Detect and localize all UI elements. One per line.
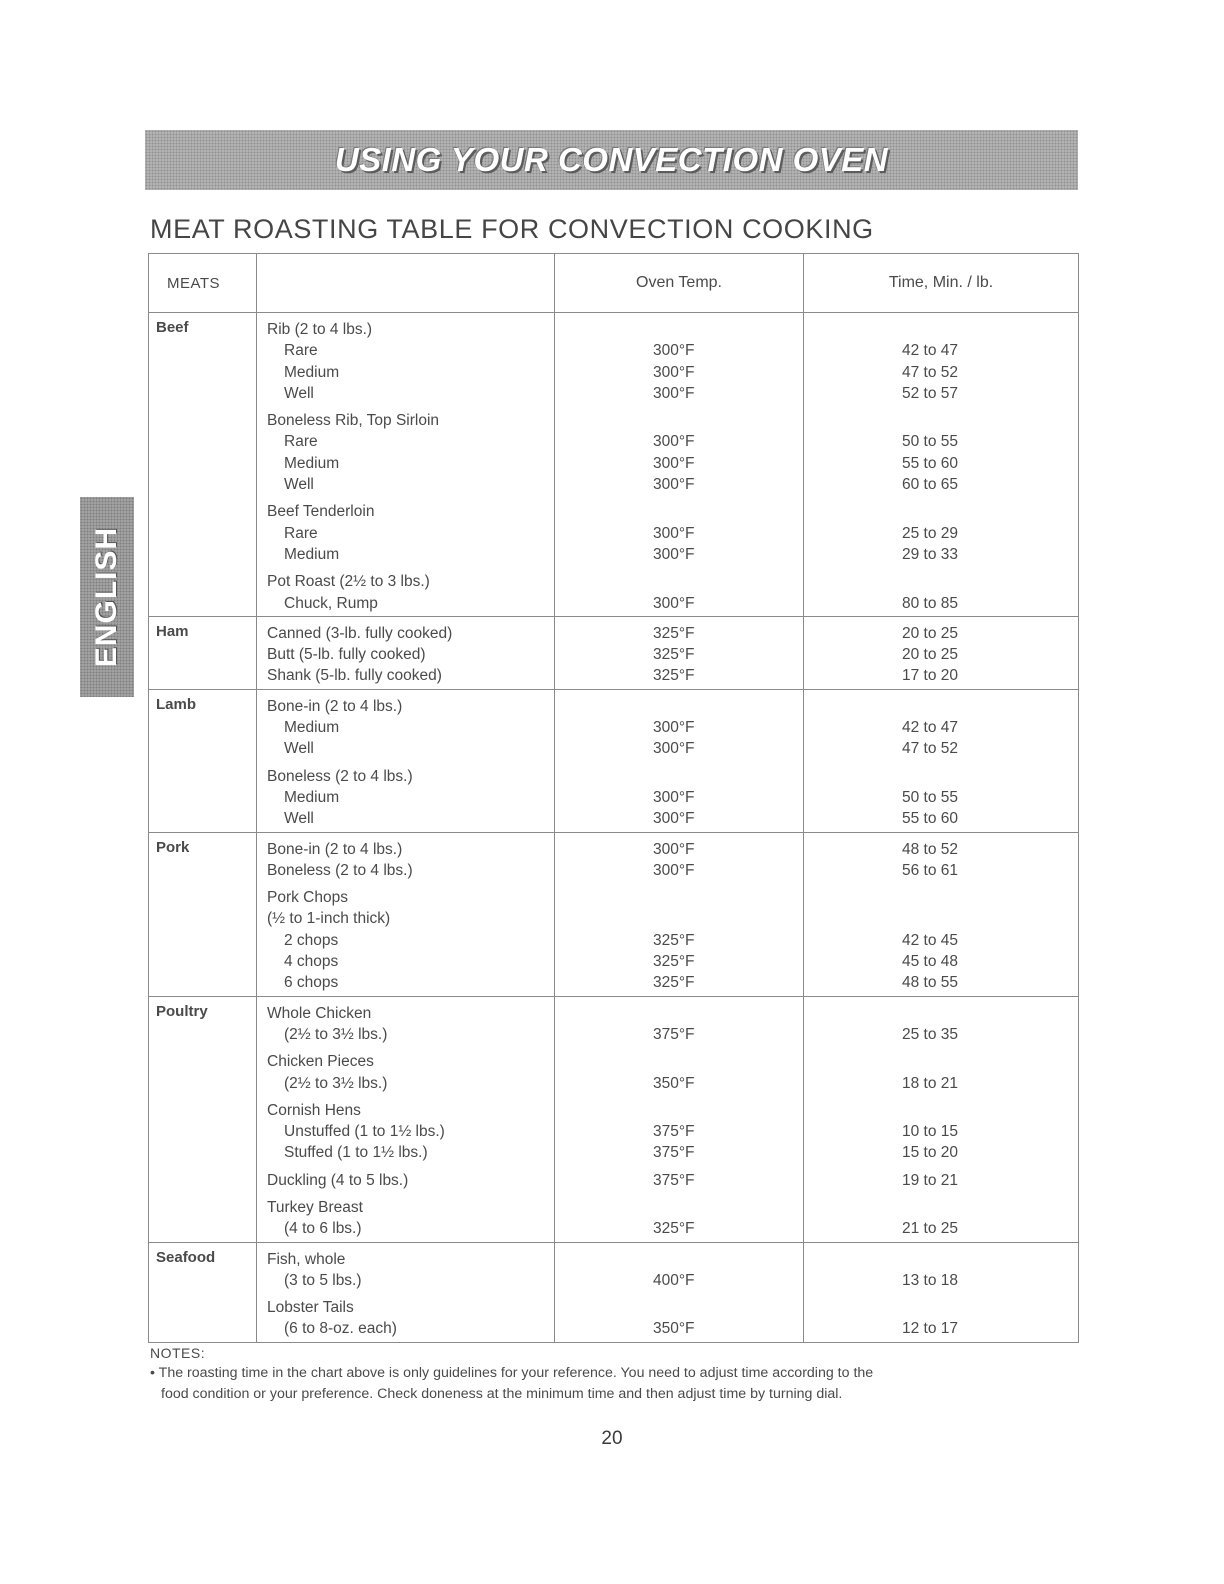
oven-temp-value: [555, 887, 803, 908]
oven-temp-value: [555, 501, 803, 522]
cut-label: Pot Roast (2½ to 3 lbs.): [267, 573, 430, 591]
oven-temp-cell: [555, 616, 804, 689]
table-row-lamb: [149, 689, 1079, 832]
cut-label: Chuck, Rump: [284, 594, 378, 612]
time-value: 20 to 25: [902, 646, 959, 664]
cut-label: (½ to 1-inch thick): [267, 910, 391, 928]
time-value: 21 to 25: [902, 1220, 959, 1238]
time-value: 29 to 33: [902, 545, 959, 563]
cut-label: Medium: [284, 788, 340, 806]
oven-temp-value: 300°F: [653, 524, 695, 542]
oven-temp-value: 400°F: [653, 1271, 695, 1289]
oven-temp-value: 325°F: [653, 931, 695, 949]
cut-label: Well: [284, 740, 314, 758]
header-cut: [257, 254, 555, 313]
oven-temp-value: 350°F: [653, 1074, 695, 1092]
language-tab: [80, 497, 134, 697]
language-tab-label: ENGLISH: [90, 526, 124, 668]
table-row-poultry: [149, 996, 1079, 1242]
oven-temp-value: 300°F: [653, 545, 695, 563]
oven-temp-value: [555, 1100, 803, 1121]
cut-label: Well: [284, 476, 314, 494]
oven-temp-cell: [555, 689, 804, 832]
oven-temp-value: [555, 696, 803, 717]
time-value: 19 to 21: [902, 1171, 959, 1189]
cut-label: Lobster Tails: [267, 1299, 354, 1317]
oven-temp-value: 375°F: [653, 1123, 695, 1141]
time-value: 10 to 15: [902, 1123, 959, 1141]
cut-label: (2½ to 3½ lbs.): [284, 1025, 388, 1043]
category-cell: Seafood: [149, 1242, 257, 1342]
oven-temp-value: 375°F: [653, 1171, 695, 1189]
cut-label: (2½ to 3½ lbs.): [284, 1074, 388, 1092]
oven-temp-cell: [555, 1242, 804, 1342]
oven-temp-value: [555, 1051, 803, 1072]
cut-label: Medium: [284, 363, 340, 381]
oven-temp-value: [555, 410, 803, 431]
notes-line-1: • The roasting time in the chart above is only guidelines for your reference. You need to adjust time according to the: [150, 1365, 874, 1381]
cut-cell: [257, 832, 555, 996]
oven-temp-value: 300°F: [653, 454, 695, 472]
section-banner: [145, 130, 1078, 190]
cut-cell: [257, 616, 555, 689]
cut-label: Beef Tenderloin: [267, 503, 375, 521]
table-row-ham: [149, 616, 1079, 689]
cut-label: (6 to 8-oz. each): [284, 1320, 397, 1338]
time-value: 50 to 55: [902, 788, 959, 806]
category-cell: Beef: [149, 313, 257, 617]
time-cell: [804, 616, 1079, 689]
cut-label: (3 to 5 lbs.): [284, 1271, 362, 1289]
oven-temp-cell: [555, 832, 804, 996]
cut-label: Turkey Breast: [267, 1198, 363, 1216]
cut-label: 4 chops: [284, 953, 339, 971]
time-value: 47 to 52: [902, 363, 959, 381]
time-value: 42 to 45: [902, 931, 959, 949]
time-value: [804, 1003, 1078, 1024]
cut-label: Whole Chicken: [267, 1004, 372, 1022]
cut-label: Rare: [284, 342, 318, 360]
time-cell: [804, 832, 1079, 996]
cut-label: Well: [284, 810, 314, 828]
cut-label: Bone-in (2 to 4 lbs.): [267, 697, 403, 715]
time-value: 55 to 60: [902, 810, 959, 828]
section-title: MEAT ROASTING TABLE FOR CONVECTION COOKING: [150, 214, 874, 244]
time-value: [804, 1197, 1078, 1218]
oven-temp-value: [555, 908, 803, 929]
time-cell: [804, 996, 1079, 1242]
time-value: 18 to 21: [902, 1074, 959, 1092]
category-cell: Lamb: [149, 689, 257, 832]
header-oven-temp: Oven Temp.: [555, 254, 804, 313]
oven-temp-value: 300°F: [653, 594, 695, 612]
time-value: 80 to 85: [902, 594, 959, 612]
oven-temp-value: 300°F: [653, 740, 695, 758]
time-value: [804, 1249, 1078, 1270]
time-value: [804, 696, 1078, 717]
time-value: 45 to 48: [902, 953, 959, 971]
time-value: [804, 410, 1078, 431]
time-value: [804, 1100, 1078, 1121]
time-value: 48 to 52: [902, 840, 959, 858]
oven-temp-value: [555, 1249, 803, 1270]
oven-temp-value: 325°F: [653, 667, 695, 685]
cut-label: Rib (2 to 4 lbs.): [267, 321, 373, 338]
cut-label: Stuffed (1 to 1½ lbs.): [284, 1144, 428, 1162]
notes-line-2: food condition or your preference. Check doneness at the minimum time and then adjust time by turning dial.: [161, 1386, 843, 1402]
cut-label: Shank (5-lb. fully cooked): [267, 667, 442, 685]
oven-temp-value: 300°F: [653, 719, 695, 737]
oven-temp-value: 325°F: [653, 624, 695, 642]
oven-temp-value: 325°F: [653, 953, 695, 971]
cut-label: Medium: [284, 454, 340, 472]
cut-label: Bone-in (2 to 4 lbs.): [267, 840, 403, 858]
time-cell: [804, 689, 1079, 832]
time-value: 50 to 55: [902, 433, 959, 451]
time-value: [804, 766, 1078, 787]
table-row-beef: [149, 313, 1079, 617]
table-row-seafood: [149, 1242, 1079, 1342]
cut-label: Duckling (4 to 5 lbs.): [267, 1171, 409, 1189]
page-number: 20: [601, 1428, 623, 1449]
cut-label: Medium: [284, 545, 340, 563]
time-value: [804, 319, 1078, 340]
cut-label: Butt (5-lb. fully cooked): [267, 646, 426, 664]
oven-temp-value: 300°F: [653, 476, 695, 494]
time-value: 17 to 20: [902, 667, 959, 685]
cut-label: Medium: [284, 719, 340, 737]
oven-temp-value: 325°F: [653, 1220, 695, 1238]
notes-text: [150, 1363, 1070, 1405]
oven-temp-value: 300°F: [653, 840, 695, 858]
header-meats: MEATS: [149, 254, 257, 313]
cut-label: Fish, whole: [267, 1250, 346, 1268]
cut-label: Pork Chops: [267, 889, 348, 907]
time-value: 55 to 60: [902, 454, 959, 472]
cut-cell: [257, 689, 555, 832]
oven-temp-value: 350°F: [653, 1320, 695, 1338]
time-cell: [804, 313, 1079, 617]
oven-temp-value: 300°F: [653, 861, 695, 879]
oven-temp-value: [555, 319, 803, 340]
cut-cell: [257, 996, 555, 1242]
time-value: [804, 501, 1078, 522]
time-value: [804, 571, 1078, 592]
time-value: [804, 1297, 1078, 1318]
cut-label: (4 to 6 lbs.): [284, 1220, 362, 1238]
time-value: [804, 887, 1078, 908]
banner-title: USING YOUR CONVECTION OVEN: [334, 141, 889, 178]
time-cell: [804, 1242, 1079, 1342]
cut-label: Rare: [284, 524, 318, 542]
oven-temp-value: 300°F: [653, 433, 695, 451]
cut-label: Canned (3-lb. fully cooked): [267, 624, 453, 642]
table-header-row: [149, 254, 1079, 313]
time-value: 60 to 65: [902, 476, 959, 494]
oven-temp-value: [555, 1003, 803, 1024]
time-value: 20 to 25: [902, 624, 959, 642]
cut-label: 6 chops: [284, 974, 339, 992]
oven-temp-value: [555, 1297, 803, 1318]
cut-label: Boneless Rib, Top Sirloin: [267, 412, 440, 430]
table-row-pork: [149, 832, 1079, 996]
oven-temp-value: 300°F: [653, 363, 695, 381]
category-cell: Poultry: [149, 996, 257, 1242]
time-value: 56 to 61: [902, 861, 959, 879]
time-value: 42 to 47: [902, 719, 959, 737]
time-value: 12 to 17: [902, 1320, 959, 1338]
cut-label: Chicken Pieces: [267, 1053, 374, 1071]
time-value: 48 to 55: [902, 974, 959, 992]
time-value: 52 to 57: [902, 384, 959, 402]
oven-temp-value: 300°F: [653, 384, 695, 402]
cut-label: Well: [284, 384, 314, 402]
meat-roasting-table: [148, 253, 1079, 1343]
cut-label: Rare: [284, 433, 318, 451]
oven-temp-cell: [555, 996, 804, 1242]
time-value: [804, 908, 1078, 929]
notes-label: NOTES:: [150, 1345, 206, 1361]
category-cell: Pork: [149, 832, 257, 996]
header-time: Time, Min. / lb.: [804, 254, 1079, 313]
time-value: 25 to 29: [902, 524, 959, 542]
category-cell: Ham: [149, 616, 257, 689]
time-value: 13 to 18: [902, 1271, 959, 1289]
oven-temp-value: 325°F: [653, 974, 695, 992]
cut-label: 2 chops: [284, 931, 339, 949]
cut-cell: [257, 1242, 555, 1342]
oven-temp-value: 375°F: [653, 1144, 695, 1162]
time-value: 47 to 52: [902, 740, 959, 758]
cut-label: Boneless (2 to 4 lbs.): [267, 861, 413, 879]
cut-label: Unstuffed (1 to 1½ lbs.): [284, 1123, 445, 1141]
oven-temp-value: [555, 766, 803, 787]
cut-label: Cornish Hens: [267, 1101, 361, 1119]
time-value: 15 to 20: [902, 1144, 959, 1162]
oven-temp-value: 375°F: [653, 1025, 695, 1043]
time-value: 42 to 47: [902, 342, 959, 360]
oven-temp-value: 300°F: [653, 810, 695, 828]
cut-label: Boneless (2 to 4 lbs.): [267, 767, 413, 785]
oven-temp-value: 325°F: [653, 646, 695, 664]
oven-temp-value: [555, 1197, 803, 1218]
oven-temp-value: 300°F: [653, 342, 695, 360]
cut-cell: [257, 313, 555, 617]
oven-temp-value: [555, 571, 803, 592]
oven-temp-value: 300°F: [653, 788, 695, 806]
oven-temp-cell: [555, 313, 804, 617]
time-value: 25 to 35: [902, 1025, 959, 1043]
time-value: [804, 1051, 1078, 1072]
